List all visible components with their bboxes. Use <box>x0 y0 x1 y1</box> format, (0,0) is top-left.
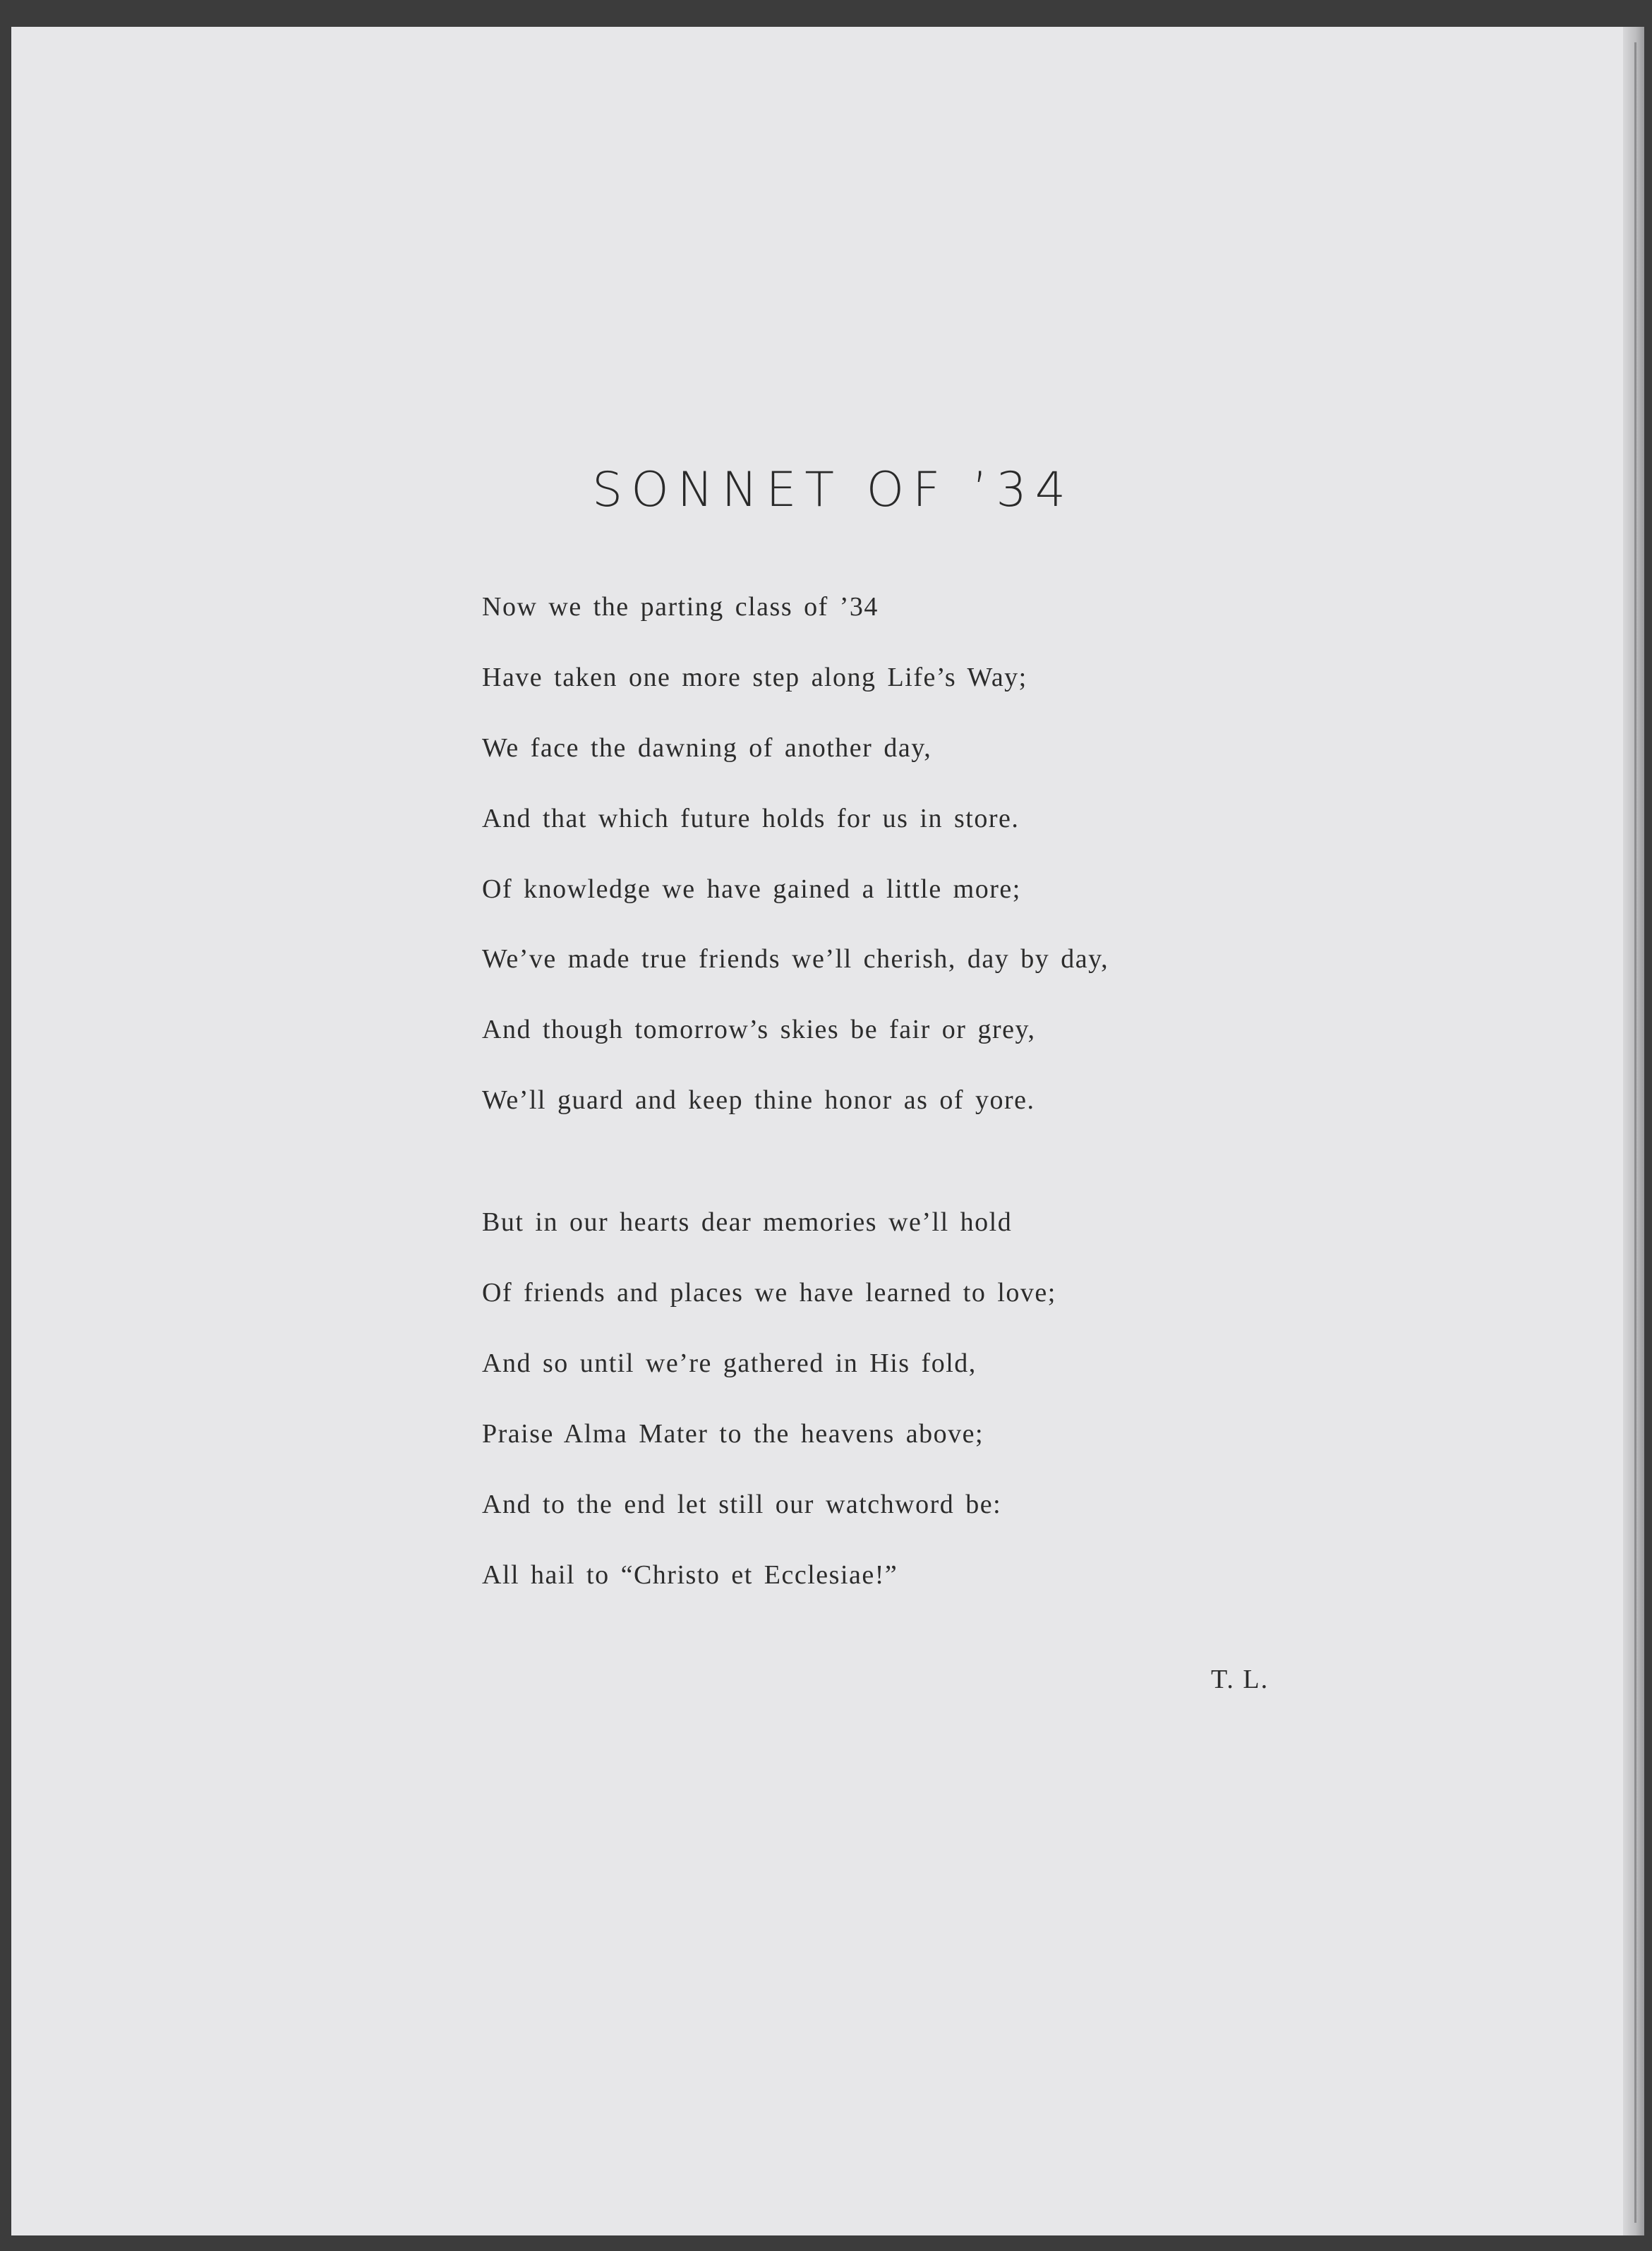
poem-line: But in our hearts dear memories we’ll hold <box>482 1207 1013 1237</box>
poem-line: All hail to “Christo et Ecclesiae!” <box>482 1560 898 1590</box>
poem-line: We’ve made true friends we’ll cherish, day by day, <box>482 944 1109 974</box>
poem-line: Now we the parting class of ’34 <box>482 592 879 622</box>
poem-line: And so until we’re gathered in His fold, <box>482 1348 977 1378</box>
poem-title: SONNET OF ’34 <box>592 462 1074 518</box>
poem-line: Praise Alma Mater to the heavens above; <box>482 1419 984 1449</box>
author-initials: T. L. <box>1211 1665 1270 1694</box>
page-edge-line <box>1634 42 1636 2223</box>
poem-line: We’ll guard and keep thine honor as of yore. <box>482 1085 1035 1115</box>
poem-line: Of knowledge we have gained a little more; <box>482 874 1021 904</box>
poem-line: Of friends and places we have learned to love; <box>482 1278 1056 1308</box>
poem-line: And that which future holds for us in store. <box>482 804 1020 833</box>
paper-page <box>11 27 1634 2235</box>
page-edge <box>1623 27 1644 2235</box>
poem-line: We face the dawning of another day, <box>482 733 932 763</box>
poem-line: Have taken one more step along Life’s Way; <box>482 663 1027 692</box>
poem-line: And though tomorrow’s skies be fair or grey, <box>482 1015 1036 1044</box>
poem-line: And to the end let still our watchword be: <box>482 1490 1002 1519</box>
